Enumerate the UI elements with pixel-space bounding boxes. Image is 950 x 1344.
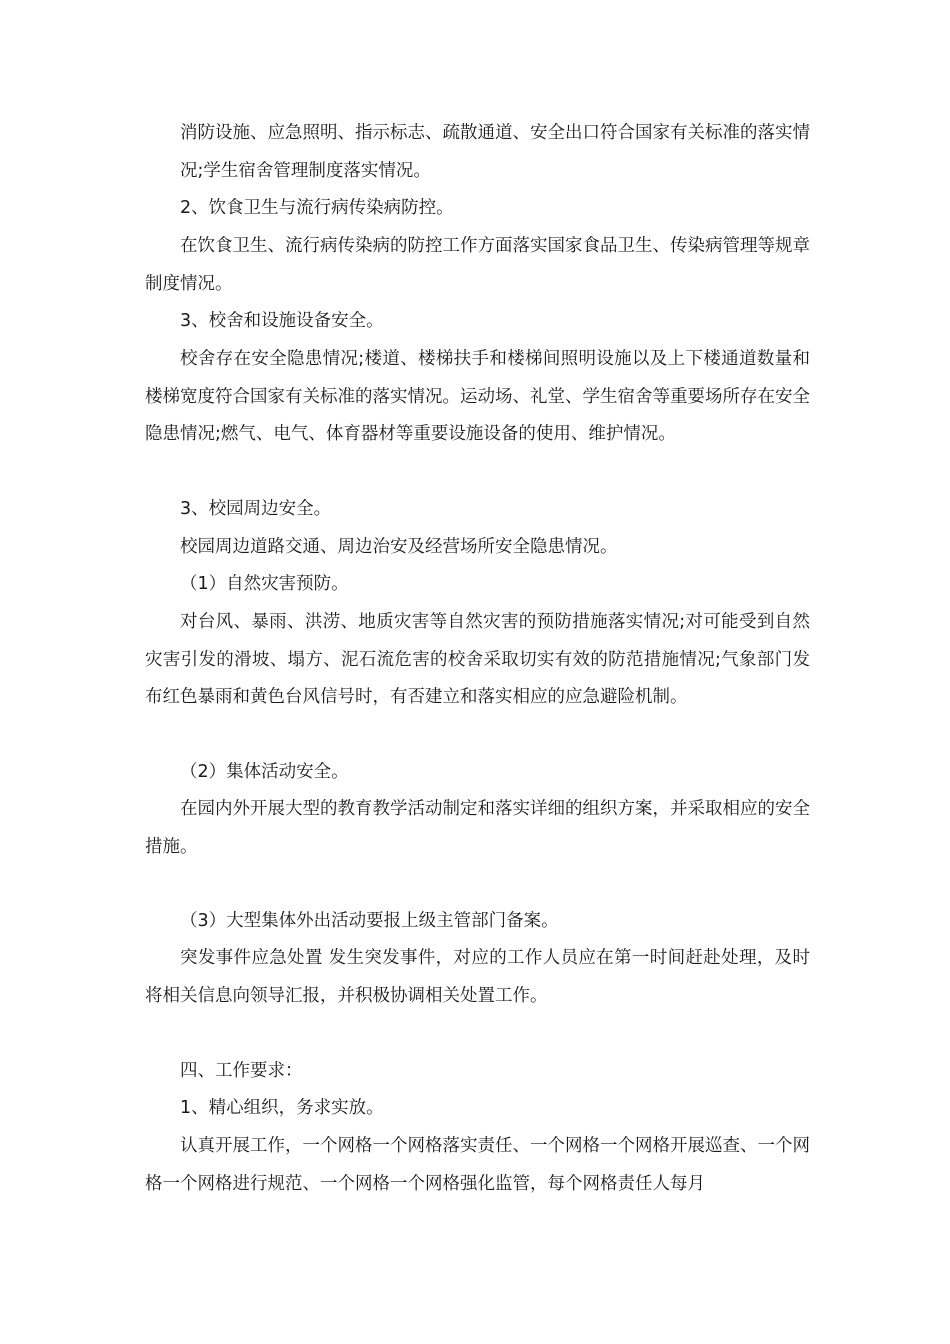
heading-food-hygiene: 2、饮食卫生与流行病传染病防控。: [180, 198, 454, 218]
heading-work-requirements: 四、工作要求：: [180, 1061, 303, 1081]
paragraph-grid-management: 认真开展工作，一个网格一个网格落实责任、一个网格一个网格开展巡查、一个网格一个网格进行规范、一个网格一个网格强化监管，每个网格责任人每月: [145, 1136, 810, 1194]
paragraph-group-activity: 在园内外开展大型的教育教学活动制定和落实详细的组织方案，并采取相应的安全措施。: [145, 799, 810, 857]
heading-campus-surroundings: 3、校园周边安全。: [180, 499, 332, 519]
paragraph-fire-safety-cont: 消防设施、应急照明、指示标志、疏散通道、安全出口符合国家有关标准的落实情况;学生宿舍管理制度落实情况。: [180, 123, 810, 181]
paragraph-campus-surroundings: 校园周边道路交通、周边治安及经营场所安全隐患情况。: [180, 537, 618, 557]
heading-outing-registration: （3）大型集体外出活动要报上级主管部门备案。: [180, 911, 559, 931]
heading-group-activity: （2）集体活动安全。: [180, 762, 349, 782]
paragraph-natural-disaster: 对台风、暴雨、洪涝、地质灾害等自然灾害的预防措施落实情况;对可能受到自然灾害引发的滑坡、塌方、泥石流危害的校舍采取切实有效的防范措施情况;气象部门发布红色暴雨和黄色台风信号时，有否建立和落实相应的应急避险机制。: [145, 612, 810, 708]
heading-careful-organization: 1、精心组织，务求实放。: [180, 1098, 384, 1118]
paragraph-building-safety: 校舍存在安全隐患情况;楼道、楼梯扶手和楼梯间照明设施以及上下楼通道数量和楼梯宽度符合国家有关标准的落实情况。运动场、礼堂、学生宿舍等重要场所存在安全隐患情况;燃气、电气、体育器材等重要设施设备的使用、维护情况。: [145, 349, 810, 445]
paragraph-food-hygiene: 在饮食卫生、流行病传染病的防控工作方面落实国家食品卫生、传染病管理等规章制度情况。: [145, 236, 810, 294]
paragraph-emergency-response: 突发事件应急处置 发生突发事件，对应的工作人员应在第一时间赶赴处理，及时将相关信息向领导汇报，并积极协调相关处置工作。: [145, 948, 810, 1006]
heading-natural-disaster: （1）自然灾害预防。: [180, 574, 349, 594]
heading-building-safety: 3、校舍和设施设备安全。: [180, 311, 384, 331]
